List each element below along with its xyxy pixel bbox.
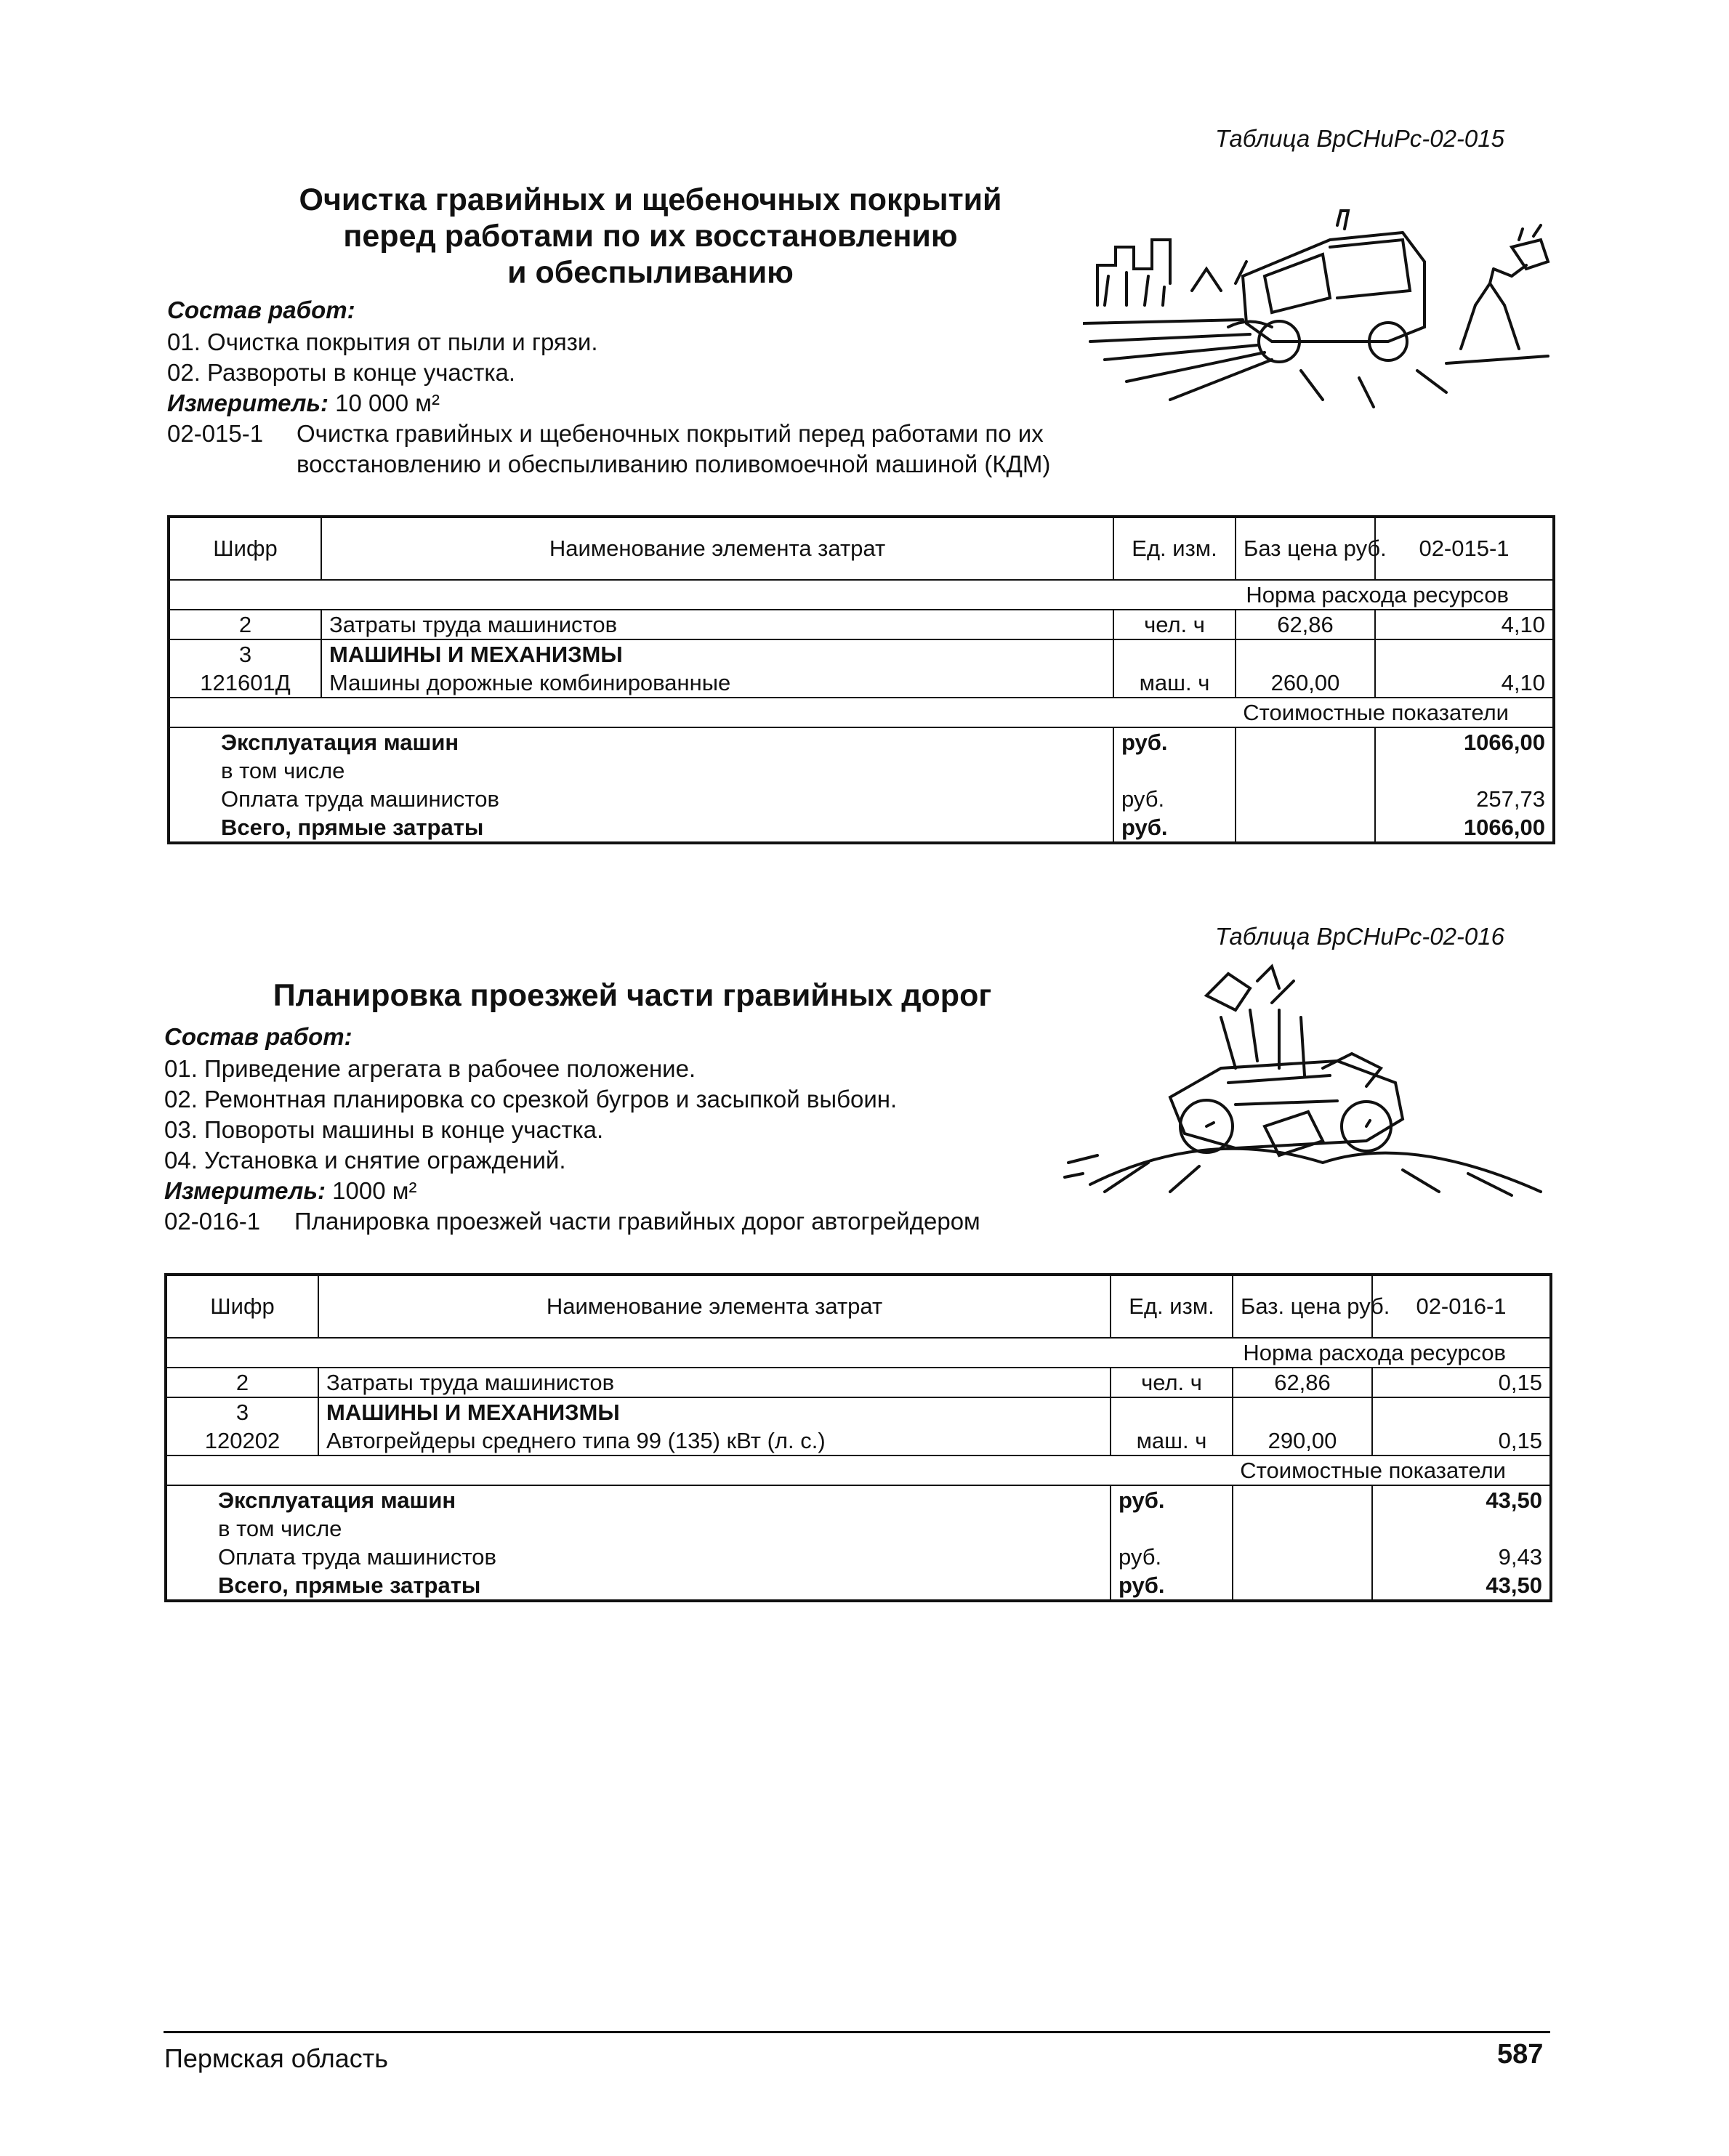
table-row bbox=[166, 1397, 1551, 1426]
table-label-2: Таблица ВрСНиРс-02-016 bbox=[1215, 923, 1504, 950]
cell-name: Эксплуатация машин bbox=[169, 727, 1113, 756]
cell-value: 0,15 bbox=[1372, 1368, 1551, 1397]
cost-row bbox=[166, 1455, 1551, 1485]
work-item: 04. Установка и снятие ограждений. bbox=[164, 1147, 566, 1174]
cell-unit: руб. bbox=[1113, 813, 1236, 843]
table-header-row bbox=[166, 1275, 1551, 1338]
cell-name: Всего, прямые затраты bbox=[169, 813, 1113, 843]
cell-value: 1066,00 bbox=[1375, 813, 1554, 843]
cell-name: Затраты труда машинистов bbox=[318, 1368, 1111, 1397]
table-row bbox=[166, 1368, 1551, 1397]
page-number: 587 bbox=[1497, 2039, 1544, 2070]
cell-code: 3 bbox=[169, 639, 321, 669]
cost-row bbox=[169, 698, 1554, 727]
header-price: Баз. цена руб. bbox=[1233, 1275, 1372, 1338]
header-code: Шифр bbox=[166, 1275, 318, 1338]
table-row bbox=[166, 1571, 1551, 1601]
work-heading-2: Состав работ: bbox=[164, 1023, 352, 1050]
road-grader-illustration bbox=[1061, 959, 1555, 1199]
cell-name: в том числе bbox=[166, 1514, 1111, 1543]
norm-row bbox=[166, 1338, 1551, 1368]
cell-value: 4,10 bbox=[1375, 669, 1554, 698]
section-2-title: Планировка проезжей части гравийных дорог bbox=[273, 978, 992, 1013]
title-line: и обеспыливанию bbox=[507, 255, 794, 290]
meter-label: Измеритель: bbox=[167, 389, 329, 416]
cell-name: Эксплуатация машин bbox=[166, 1485, 1111, 1514]
cost-table-2 bbox=[164, 1273, 1552, 1602]
cell-unit: руб. bbox=[1113, 727, 1236, 756]
cell-code: 2 bbox=[166, 1368, 318, 1397]
cell-value: 9,43 bbox=[1372, 1543, 1551, 1571]
cell-unit: маш. ч bbox=[1111, 1426, 1233, 1455]
meter-value: 1000 м² bbox=[332, 1177, 417, 1204]
cell-name: Машины дорожные комбинированные bbox=[321, 669, 1113, 698]
cell-group-title: МАШИНЫ И МЕХАНИЗМЫ bbox=[318, 1397, 1111, 1426]
meter-label: Измеритель: bbox=[164, 1177, 326, 1204]
header-item: 02-015-1 bbox=[1375, 517, 1554, 580]
section-1-title bbox=[233, 182, 1068, 291]
norm-label: Норма расхода ресурсов bbox=[169, 580, 1554, 610]
cell-value: 0,15 bbox=[1372, 1426, 1551, 1455]
cost-table-1 bbox=[167, 515, 1555, 844]
cell-name: в том числе bbox=[169, 756, 1113, 785]
work-item: 01. Приведение агрегата в рабочее положение. bbox=[164, 1055, 696, 1082]
table-row bbox=[169, 813, 1554, 843]
cell-name: Автогрейдеры среднего типа 99 (135) кВт (л. с.) bbox=[318, 1426, 1111, 1455]
footer-region: Пермская область bbox=[164, 2043, 389, 2073]
cell-name: Оплата труда машинистов bbox=[169, 785, 1113, 813]
cell-code: 121601Д bbox=[169, 669, 321, 698]
cell-unit: маш. ч bbox=[1113, 669, 1236, 698]
header-name: Наименование элемента затрат bbox=[318, 1275, 1111, 1338]
table-row bbox=[169, 669, 1554, 698]
table-row bbox=[166, 1514, 1551, 1543]
work-item: 01. Очистка покрытия от пыли и грязи. bbox=[167, 328, 598, 355]
cell-unit: руб. bbox=[1113, 785, 1236, 813]
cell-price: 62,86 bbox=[1236, 610, 1375, 639]
header-item: 02-016-1 bbox=[1372, 1275, 1551, 1338]
header-price: Баз цена руб. bbox=[1236, 517, 1375, 580]
meter-value: 10 000 м² bbox=[335, 389, 440, 416]
title-line: Очистка гравийных и щебеночных покрытий bbox=[299, 182, 1002, 217]
header-code: Шифр bbox=[169, 517, 321, 580]
table-label-1: Таблица ВрСНиРс-02-015 bbox=[1215, 125, 1504, 152]
item-code-2: 02-016-1 bbox=[164, 1208, 261, 1235]
cell-unit: руб. bbox=[1111, 1485, 1233, 1514]
header-unit: Ед. изм. bbox=[1111, 1275, 1233, 1338]
cell-unit: чел. ч bbox=[1113, 610, 1236, 639]
table-row bbox=[169, 785, 1554, 813]
item-desc-1 bbox=[297, 419, 1050, 480]
cell-unit: руб. bbox=[1111, 1543, 1233, 1571]
footer-divider bbox=[164, 2031, 1550, 2033]
title-line: перед работами по их восстановлению bbox=[343, 219, 958, 254]
cell-code: 3 bbox=[166, 1397, 318, 1426]
item-desc-2: Планировка проезжей части гравийных дорог автогрейдером bbox=[294, 1208, 980, 1235]
table-row bbox=[169, 639, 1554, 669]
table-row bbox=[169, 727, 1554, 756]
cell-value: 1066,00 bbox=[1375, 727, 1554, 756]
cell-price: 290,00 bbox=[1233, 1426, 1372, 1455]
header-unit: Ед. изм. bbox=[1113, 517, 1236, 580]
cell-code: 120202 bbox=[166, 1426, 318, 1455]
work-item: 03. Повороты машины в конце участка. bbox=[164, 1116, 604, 1143]
cell-price: 260,00 bbox=[1236, 669, 1375, 698]
cell-unit: руб. bbox=[1111, 1571, 1233, 1601]
meter-2 bbox=[164, 1176, 416, 1206]
street-sweeper-illustration bbox=[1083, 196, 1563, 414]
table-header-row bbox=[169, 517, 1554, 580]
norm-label: Норма расхода ресурсов bbox=[166, 1338, 1551, 1368]
cell-value: 43,50 bbox=[1372, 1485, 1551, 1514]
cell-group-title: МАШИНЫ И МЕХАНИЗМЫ bbox=[321, 639, 1113, 669]
cell-value: 43,50 bbox=[1372, 1571, 1551, 1601]
work-heading-1: Состав работ: bbox=[167, 296, 355, 323]
cost-label: Стоимостные показатели bbox=[169, 698, 1554, 727]
work-item: 02. Развороты в конце участка. bbox=[167, 359, 516, 386]
table-row bbox=[166, 1485, 1551, 1514]
table-row bbox=[169, 756, 1554, 785]
meter-1 bbox=[167, 388, 440, 419]
cost-label: Стоимостные показатели bbox=[166, 1455, 1551, 1485]
cell-unit: чел. ч bbox=[1111, 1368, 1233, 1397]
table-row bbox=[166, 1426, 1551, 1455]
cell-name: Всего, прямые затраты bbox=[166, 1571, 1111, 1601]
table-row bbox=[166, 1543, 1551, 1571]
cell-name: Затраты труда машинистов bbox=[321, 610, 1113, 639]
work-item: 02. Ремонтная планировка со срезкой бугров и засыпкой выбоин. bbox=[164, 1086, 898, 1113]
table-row bbox=[169, 610, 1554, 639]
cell-name: Оплата труда машинистов bbox=[166, 1543, 1111, 1571]
cell-value: 4,10 bbox=[1375, 610, 1554, 639]
norm-row bbox=[169, 580, 1554, 610]
header-name: Наименование элемента затрат bbox=[321, 517, 1113, 580]
item-desc-line: Очистка гравийных и щебеночных покрытий перед работами по их bbox=[297, 420, 1044, 447]
cell-code: 2 bbox=[169, 610, 321, 639]
item-code-1: 02-015-1 bbox=[167, 420, 264, 447]
cell-value: 257,73 bbox=[1375, 785, 1554, 813]
cell-price: 62,86 bbox=[1233, 1368, 1372, 1397]
item-desc-line: восстановлению и обеспыливанию поливомоечной машиной (КДМ) bbox=[297, 451, 1051, 477]
